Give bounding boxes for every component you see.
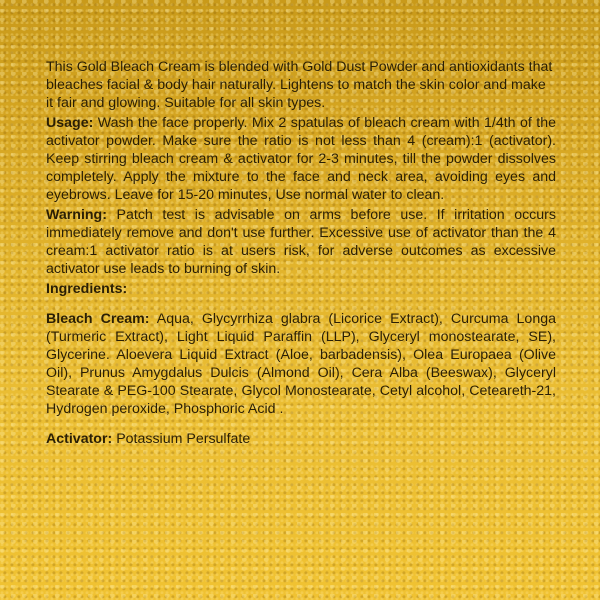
intro-paragraph: This Gold Bleach Cream is blended with Gold Dust Powder and antioxidants that bleaches facial & body hair naturally. Lightens to match the skin color and make it fair and glowing. Suitable for all skin types.: [46, 59, 553, 111]
usage-paragraph: [46, 114, 556, 204]
usage-text: Wash the face properly. Mix 2 spatulas of bleach cream with 1/4th of the activator powder. Make sure the ratio is not less than 4 (cream):1 (activator). Keep stirring bleach cream & activator for 2-3 minutes, till the powder dissolves completely. Apply the mixture to the face and neck area, avoiding eyes and eyebrows. Leave for 15-20 minutes, Use normal water to clean.: [46, 115, 556, 203]
warning-text: Patch test is advisable on arms before use. If irritation occurs immediately remove and don't use further. Excessive use of activator than the 4 cream:1 activator ratio is at users risk, for adverse outcomes as excessive activator use leads to burning of skin.: [46, 207, 556, 277]
product-info-text: [46, 58, 556, 450]
bleach-cream-label: Bleach Cream:: [46, 311, 150, 327]
warning-paragraph: [46, 206, 556, 278]
usage-label: Usage:: [46, 115, 94, 131]
ingredients-heading: Ingredients:: [46, 281, 128, 297]
warning-label: Warning:: [46, 207, 107, 223]
activator-paragraph: [46, 430, 556, 448]
activator-text: Potassium Persulfate: [116, 431, 251, 447]
activator-label: Activator:: [46, 431, 113, 447]
bleach-cream-text: Aqua, Glycyrrhiza glabra (Licorice Extract), Curcuma Longa (Turmeric Extract), Light Liquid Paraffin (LLP), Glyceryl monostearate, SE), Glycerine. Aloevera Liquid Extract (Aloe, barbadensis), Olea Europaea (Olive Oil), Prunus Amygdalus Dulcis (Almond Oil), Cera Alba (Beeswax), Glyceryl Stearate & PEG-100 Stearate, Glycol Monostearate, Cetyl alcohol, Ceteareth-21, Hydrogen peroxide, Phosphoric Acid .: [46, 311, 556, 417]
bleach-cream-paragraph: [46, 310, 556, 418]
